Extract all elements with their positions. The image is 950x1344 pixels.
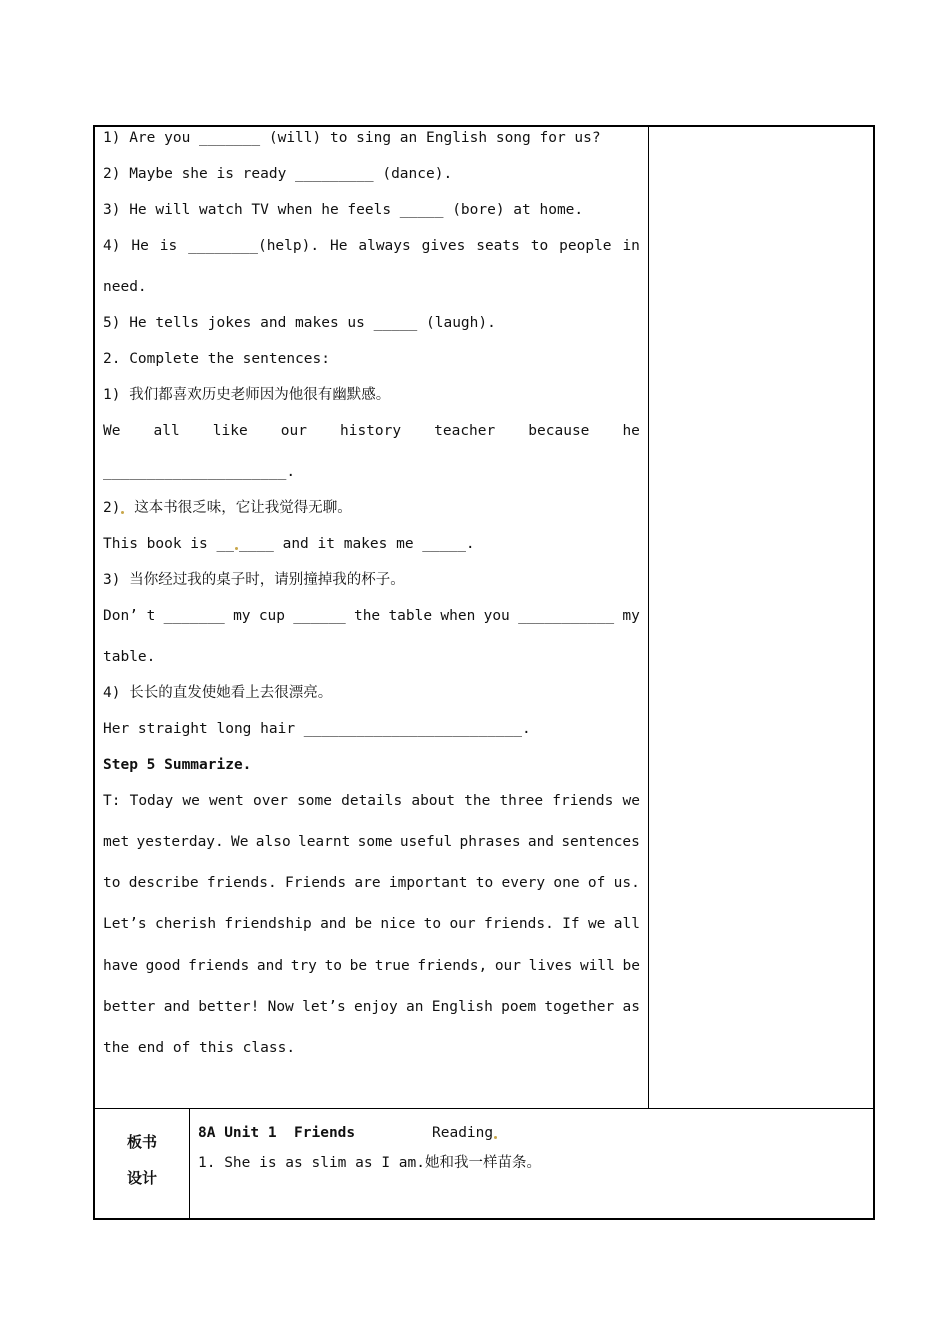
word: English: [431, 999, 493, 1015]
word: to: [530, 238, 549, 254]
word: to: [423, 916, 442, 932]
c2-english-a: This book is __: [103, 536, 234, 552]
word: all: [153, 423, 180, 439]
word: _______: [163, 608, 225, 624]
word: friends.: [206, 875, 277, 891]
board-line-1: 1. She is as slim as I am.她和我一样苗条。: [198, 1155, 541, 1171]
word: nice: [380, 916, 416, 932]
word: are: [354, 875, 381, 891]
word: enjoy: [354, 999, 398, 1015]
mark-dot: [494, 1136, 497, 1139]
word: we: [587, 916, 606, 932]
word: and: [163, 999, 190, 1015]
c4-chinese: 4) 长长的直发使她看上去很漂亮。: [103, 685, 333, 701]
word: also: [255, 834, 291, 850]
c2-chinese-text: 这本书很乏味，它让我觉得无聊。: [125, 500, 352, 516]
word: about: [411, 793, 455, 809]
exercise-q1: 1) Are you _______ (will) to sing an English song for us?: [103, 130, 601, 146]
word: and: [256, 958, 284, 974]
word: teacher: [434, 423, 496, 439]
word: ________(help).: [188, 238, 320, 254]
word: cherish: [154, 916, 217, 932]
word: us.: [613, 875, 640, 891]
word: friends,: [417, 958, 488, 974]
board-subtitle-text: Reading: [432, 1125, 494, 1141]
word: our: [280, 423, 307, 439]
word: we: [182, 793, 200, 809]
word: let’s: [302, 999, 346, 1015]
word: my: [622, 608, 640, 624]
word: and: [320, 916, 347, 932]
c3-english: [103, 606, 640, 626]
c2-chinese-num: 2): [103, 500, 121, 516]
word: people: [559, 238, 612, 254]
word: our: [449, 916, 476, 932]
word: be: [622, 958, 640, 974]
word: he: [622, 423, 640, 439]
word: He: [329, 238, 348, 254]
word: Now: [267, 999, 294, 1015]
word: went: [208, 793, 244, 809]
step5-line: [103, 914, 640, 934]
word: important: [388, 875, 468, 891]
word: like: [212, 423, 248, 439]
word: Let’s: [103, 916, 147, 932]
word: friends: [552, 793, 614, 809]
word: friends.: [483, 916, 554, 932]
word: every: [501, 875, 546, 891]
word: my: [233, 608, 251, 624]
word: describe: [128, 875, 199, 891]
word: history: [339, 423, 402, 439]
word: always: [358, 238, 411, 254]
word: Friends: [285, 875, 347, 891]
word: to: [103, 875, 121, 891]
word: table: [388, 608, 433, 624]
word: three: [499, 793, 544, 809]
c2-chinese: [103, 498, 640, 518]
word: as: [622, 999, 640, 1015]
step5-line: [103, 832, 640, 852]
board-label-2: 设计: [126, 1169, 157, 1187]
word: friends: [188, 958, 250, 974]
step5-last-line: the end of this class.: [103, 1040, 296, 1056]
word: is: [159, 238, 178, 254]
word: because: [528, 423, 590, 439]
word: over: [253, 793, 288, 809]
mark-dot: [235, 547, 238, 550]
c2-english: [103, 534, 640, 554]
word: better: [103, 999, 156, 1015]
word: and: [527, 834, 555, 850]
c4-english: Her straight long hair _________________________.: [103, 721, 531, 737]
row-divider: [93, 1108, 875, 1109]
word: some: [297, 793, 332, 809]
word: gives: [421, 238, 466, 254]
step5-line: [103, 956, 640, 976]
word: We: [231, 834, 249, 850]
word: seats: [476, 238, 520, 254]
word: one: [553, 875, 580, 891]
word: If: [562, 916, 580, 932]
word: 4): [103, 238, 121, 254]
word: sentences: [561, 834, 640, 850]
word: true: [374, 958, 410, 974]
word: be: [354, 916, 373, 932]
word: Don’ t: [103, 608, 156, 624]
word: yesterday.: [136, 834, 224, 850]
board-label-1: 板书: [126, 1133, 157, 1151]
word: He: [131, 238, 149, 254]
c1-chinese: 1) 我们都喜欢历史老师因为他很有幽默感。: [103, 387, 391, 403]
word: lives: [528, 958, 573, 974]
word: you: [483, 608, 510, 624]
word: T:: [103, 793, 121, 809]
c1-blank: _____________________.: [103, 464, 296, 480]
word: we: [622, 793, 640, 809]
word: cup: [258, 608, 286, 624]
column-divider: [648, 125, 649, 1109]
word: useful: [399, 834, 453, 850]
word: Today: [129, 793, 174, 809]
word: met: [103, 834, 130, 850]
word: try: [290, 958, 317, 974]
step5-line: [103, 791, 640, 811]
word: details: [341, 793, 403, 809]
word: to: [324, 958, 343, 974]
word: some: [357, 834, 393, 850]
exercise-q4: [103, 236, 640, 256]
exercise-q4-end: need.: [103, 279, 147, 295]
word: We: [103, 423, 121, 439]
word: be: [349, 958, 368, 974]
part2-title: 2. Complete the sentences:: [103, 351, 330, 367]
word: our: [494, 958, 522, 974]
word: ___________: [518, 608, 615, 624]
c3-chinese: 3) 当你经过我的桌子时，请别撞掉我的杯子。: [103, 572, 405, 588]
step5-line: [103, 873, 640, 893]
word: the: [353, 608, 381, 624]
step5-heading: Step 5 Summarize.: [103, 757, 252, 773]
word: learnt: [297, 834, 351, 850]
step5-line: [103, 997, 640, 1017]
word: when: [440, 608, 476, 624]
word: of: [587, 875, 606, 891]
word: better!: [198, 999, 260, 1015]
word: in: [622, 238, 640, 254]
exercise-q5: 5) He tells jokes and makes us _____ (laugh).: [103, 315, 496, 331]
word: phrases: [459, 834, 521, 850]
word: the: [464, 793, 491, 809]
label-divider: [189, 1108, 190, 1220]
word: an: [406, 999, 424, 1015]
word: will: [579, 958, 615, 974]
c3-end: table.: [103, 649, 156, 665]
word: together: [544, 999, 615, 1015]
board-subtitle: [432, 1125, 498, 1141]
exercise-q3: 3) He will watch TV when he feels _____ (bore) at home.: [103, 202, 584, 218]
word: have: [103, 958, 138, 974]
board-title: 8A Unit 1 Friends: [198, 1125, 356, 1141]
word: good: [145, 958, 181, 974]
c2-english-b: ____ and it makes me _____.: [238, 536, 475, 552]
word: all: [613, 916, 640, 932]
word: to: [475, 875, 494, 891]
c1-english: [103, 421, 640, 441]
exercise-q2: 2) Maybe she is ready _________ (dance).: [103, 166, 453, 182]
word: friendship: [224, 916, 312, 932]
word: ______: [293, 608, 346, 624]
word: poem: [501, 999, 537, 1015]
